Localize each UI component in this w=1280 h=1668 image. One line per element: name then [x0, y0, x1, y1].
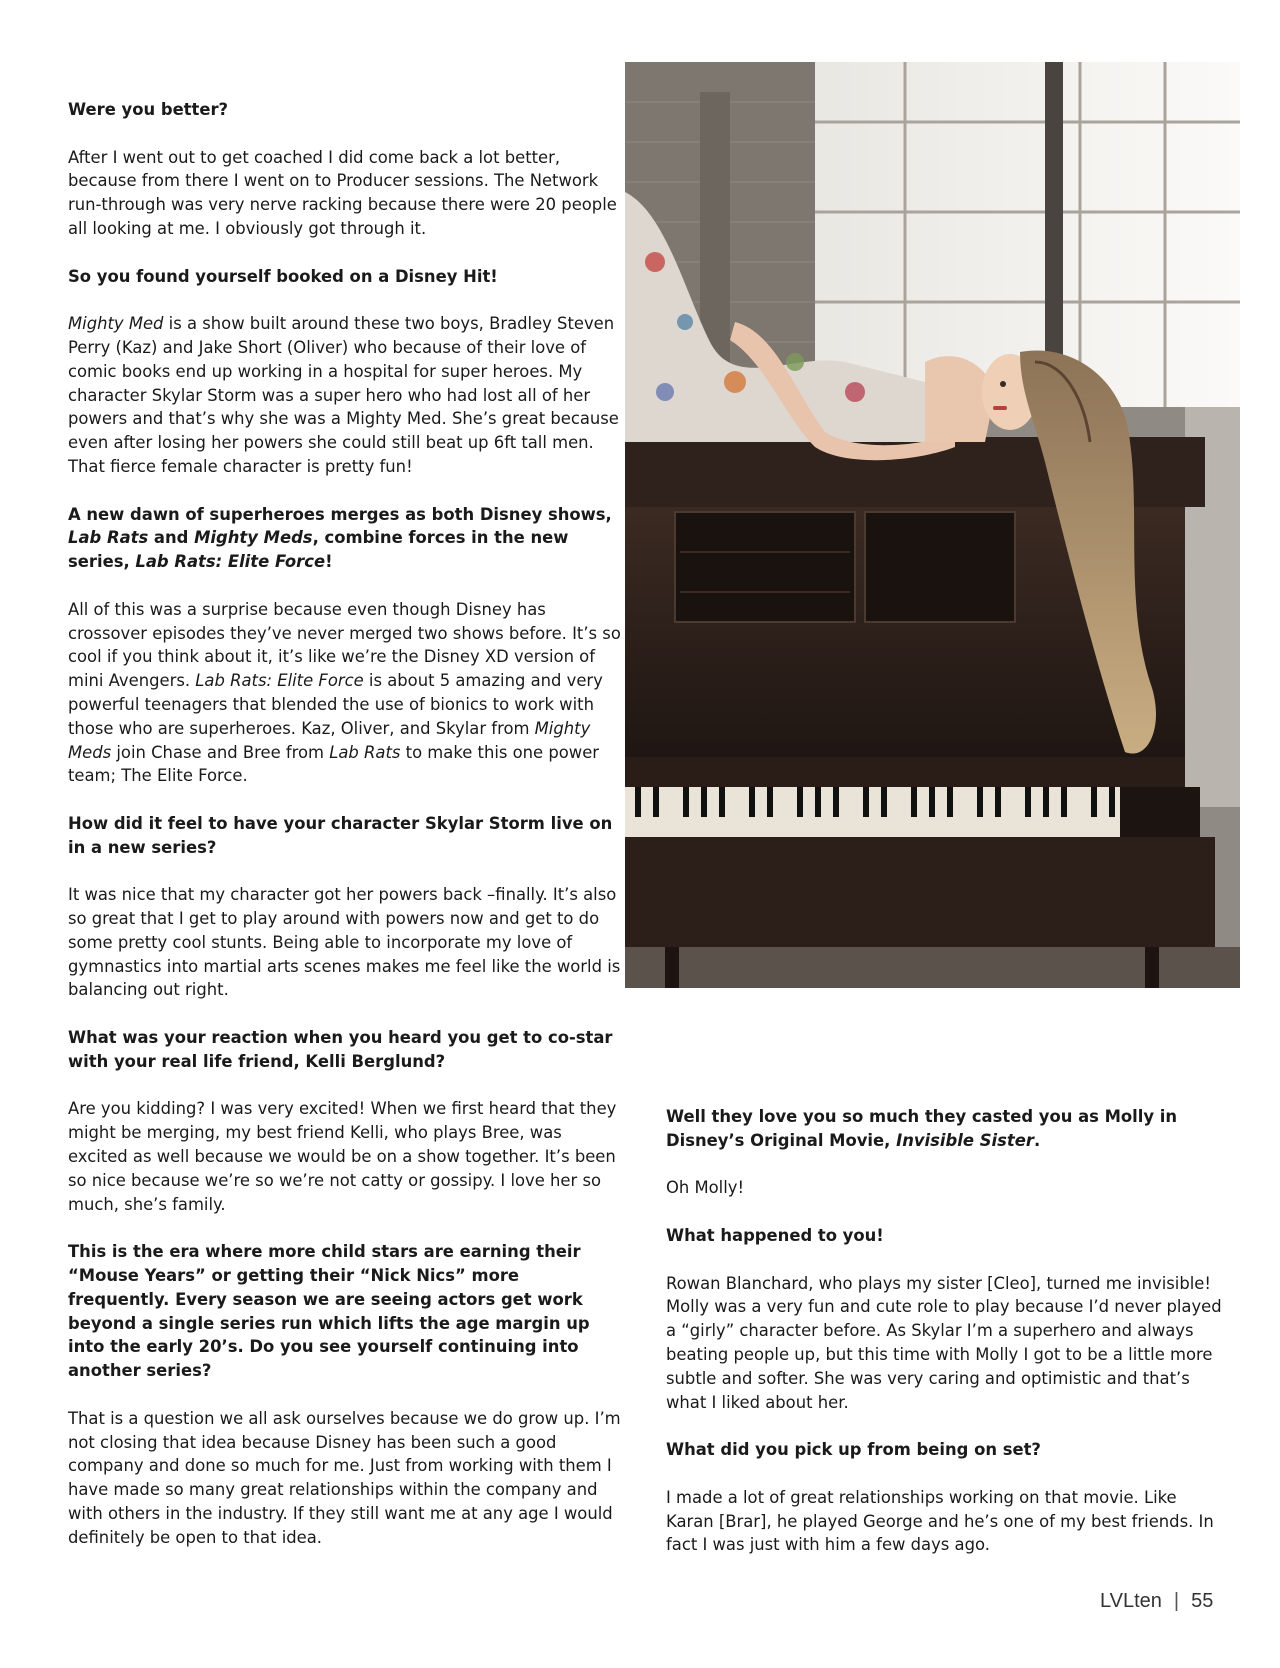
question-skylar-storm: How did it feel to have your character Skylar Storm live on in a new series?: [68, 813, 613, 857]
page-footer: [1100, 1590, 1213, 1613]
answer-oh-molly: Oh Molly!: [666, 1178, 745, 1198]
question-on-set: What did you pick up from being on set?: [666, 1440, 1041, 1460]
footer-separator: |: [1173, 1590, 1180, 1612]
show-title-mighty-med: Mighty Med: [68, 314, 164, 334]
piano-photo: [625, 62, 1240, 988]
answer-on-set: I made a lot of great relationships working on that movie. Like Karan [Brar], he played George and he’s one of my best friends. In fact I was just with him a few days ago.: [666, 1487, 1214, 1555]
answer-skylar-storm: It was nice that my character got her powers back –finally. It’s also so great that I get to play around with powers now and get to do some pretty cool stunts. Being able to incorporate my love of gymnastics into martial arts scenes makes me feel like the world is balancing out right.: [68, 885, 621, 1000]
answer-kelli: Are you kidding? I was very excited! When we first heard that they might be merging, my best friend Kelli, who plays Bree, was excited as well because we would be on a show together. It’s been so nice because we’re so we’re not catty or gossipy. I love her so much, she’s family.: [68, 1099, 617, 1214]
answer-better: After I went out to get coached I did come back a lot better, because from there I went on to Producer sessions. The Network run-through was very nerve racking because there were 20 people all looking at me. I obviously got through it.: [68, 147, 617, 238]
page-number: 55: [1191, 1590, 1214, 1612]
question-better: Were you better?: [68, 100, 229, 119]
magazine-brand: LVLten: [1100, 1590, 1162, 1612]
movie-title-invisible-sister: Invisible Sister: [896, 1130, 1034, 1150]
answer-what-happened: Rowan Blanchard, who plays my sister [Cleo], turned me invisible! Molly was a very fun and cute role to play because I’d never played a “girly” character before. As Skylar I’m a superhero and always beating people up, but this time with Molly I got to be a little more subtle and softer. She was very caring and optimistic and that’s what I liked about her.: [666, 1273, 1222, 1412]
left-column: [68, 98, 621, 1573]
answer-disney-hit: Mighty Med is a show built around these two boys, Bradley Steven Perry (Kaz) and Jake Short (Oliver) who because of their love of comic books end up working in a hospital for super heroes. My character Skylar Storm was a super hero who had lost all of her powers and that’s why she was a Mighty Med. She’s great because even after losing her powers she could still beat up 6ft tall men. That fierce female character is pretty fun!: [68, 314, 619, 476]
right-column: [666, 1105, 1226, 1581]
answer-new-dawn: All of this was a surprise because even though Disney has crossover episodes they’ve never merged two shows before. It’s so cool if you think about it, it’s like we’re the Disney XD version of mini Avengers. Lab Rats: Elite Force is about 5 amazing and very powerful teenagers that blended the use of bionics to work with those who are superheroes. Kaz, Oliver, and Skylar from Mighty Meds join Chase and Bree from Lab Rats to make this one power team; The Elite Force.: [68, 599, 621, 786]
answer-another-series: That is a question we all ask ourselves because we do grow up. I’m not closing that idea because Disney has been such a good company and done so much for me. Just from working with them I have made so many great relationships within the company and with others in the industry. If they still want me at any age I would definitely be open to that idea.: [68, 1408, 621, 1547]
question-invisible-sister: Well they love you so much they casted you as Molly in Disney’s Original Movie, Invisible Sister.: [666, 1107, 1178, 1150]
question-what-happened: What happened to you!: [666, 1225, 884, 1245]
question-another-series: This is the era where more child stars are earning their “Mouse Years” or getting their “Nick Nics” more frequently. Every season we are seeing actors get work beyond a single series run which lifts the age margin up into the early 20’s. Do you see yourself continuing into another series?: [68, 1242, 590, 1381]
question-new-dawn: A new dawn of superheroes merges as both Disney shows, Lab Rats and Mighty Meds, combine forces in the new series, Lab Rats: Elite Force!: [68, 504, 612, 572]
question-disney-hit: So you found yourself booked on a Disney Hit!: [68, 266, 498, 286]
question-kelli: What was your reaction when you heard you get to co-star with your real life friend, Kelli Berglund?: [68, 1028, 613, 1071]
